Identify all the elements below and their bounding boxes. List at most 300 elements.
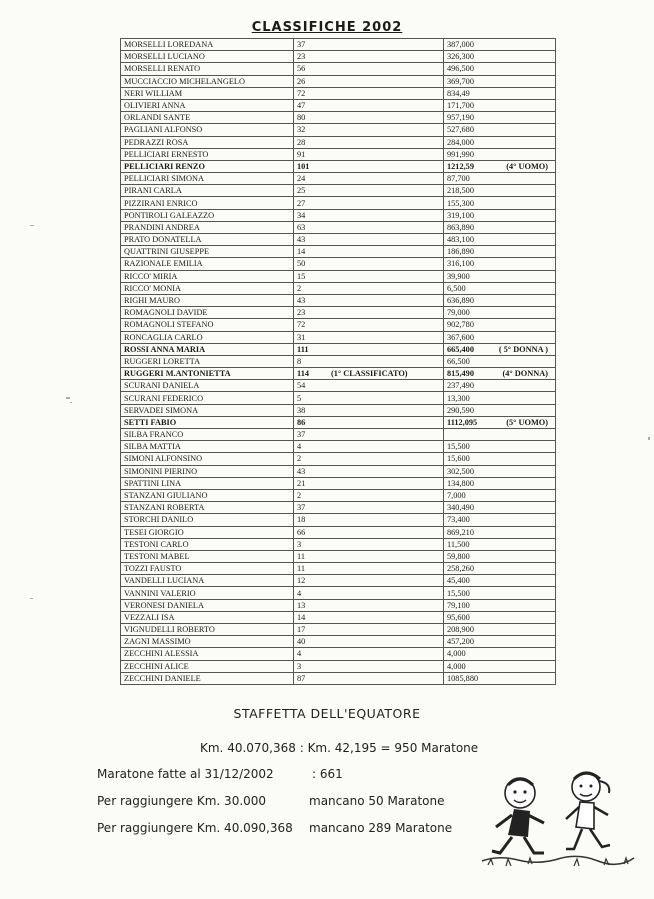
athlete-name: PELLICIARI SIMONA	[121, 173, 294, 185]
km-total	[444, 611, 556, 623]
table-row	[121, 648, 556, 660]
table-row	[121, 575, 556, 587]
km-total-value: 1212,59	[447, 161, 474, 171]
athlete-name: SETTI FABIO	[121, 416, 294, 428]
runs-count-value: 37	[297, 430, 306, 440]
km-total	[444, 148, 556, 160]
runners-drawing	[478, 765, 638, 875]
athlete-name: STANZANI GIULIANO	[121, 489, 294, 501]
km-total-value: 815,490	[447, 369, 474, 379]
runs-count	[294, 307, 444, 319]
table-row	[121, 319, 556, 331]
athlete-name: MORSELLI RENATO	[121, 63, 294, 75]
athlete-name: ROMAGNOLI DAVIDE	[121, 307, 294, 319]
runs-count	[294, 392, 444, 404]
table-row	[121, 87, 556, 99]
km-total-value: 15,500	[447, 588, 470, 598]
runs-count-value: 2	[297, 454, 302, 464]
km-total	[444, 124, 556, 136]
runs-count-value: 18	[297, 515, 306, 525]
km-total-value: 367,600	[447, 332, 474, 342]
km-total	[444, 380, 556, 392]
km-total	[444, 660, 556, 672]
athlete-name: STANZANI ROBERTA	[121, 502, 294, 514]
runs-count-value: 13	[297, 600, 306, 610]
km-total-value: 902,780	[447, 320, 474, 330]
runs-count	[294, 380, 444, 392]
runs-count-value: 72	[297, 320, 306, 330]
runs-count-value: 91	[297, 149, 306, 159]
scan-speck	[648, 437, 650, 440]
km-total	[444, 453, 556, 465]
athlete-name: SIMONINI PIERINO	[121, 465, 294, 477]
runs-count-value: 8	[297, 356, 302, 366]
km-total-value: 834,49	[447, 88, 470, 98]
runs-count-value: 101	[297, 161, 310, 171]
km-total-value: 79,100	[447, 600, 470, 610]
km-total-value: 87,700	[447, 174, 470, 184]
km-total-value: 45,400	[447, 576, 470, 586]
athlete-name: RICCO' MIRIA	[121, 270, 294, 282]
scan-speck	[70, 402, 72, 403]
table-row	[121, 112, 556, 124]
runs-count-value: 15	[297, 271, 306, 281]
table-row	[121, 477, 556, 489]
km-total-value: 95,600	[447, 612, 470, 622]
runs-count-value: 38	[297, 405, 306, 415]
athlete-name: PAGLIANI ALFONSO	[121, 124, 294, 136]
km-total	[444, 258, 556, 270]
table-row	[121, 355, 556, 367]
athlete-name: SERVADEI SIMONA	[121, 404, 294, 416]
runs-count-value: 11	[297, 564, 305, 574]
results-table	[120, 38, 556, 685]
runs-count	[294, 672, 444, 684]
table-row	[121, 502, 556, 514]
km-total-value: 869,210	[447, 527, 474, 537]
goal-30000-label: Per raggiungere Km. 30.000	[97, 794, 267, 808]
athlete-name: MUCCIACCIO MICHELANGELO	[121, 75, 294, 87]
athlete-name: NERI WILLIAM	[121, 87, 294, 99]
ranking-note: (5° UOMO)	[506, 417, 548, 427]
runs-count-value: 63	[297, 222, 306, 232]
km-total	[444, 465, 556, 477]
table-row	[121, 526, 556, 538]
runs-count-value: 87	[297, 673, 306, 683]
runs-count	[294, 343, 444, 355]
km-total	[444, 563, 556, 575]
km-total	[444, 51, 556, 63]
km-total	[444, 355, 556, 367]
runs-count-value: 28	[297, 137, 306, 147]
table-row	[121, 392, 556, 404]
table-row	[121, 39, 556, 51]
km-total	[444, 648, 556, 660]
runs-count	[294, 660, 444, 672]
runs-count	[294, 611, 444, 623]
runs-count-value: 5	[297, 393, 302, 403]
runs-count	[294, 368, 444, 380]
runs-count-value: 31	[297, 332, 306, 342]
runs-count	[294, 197, 444, 209]
km-total	[444, 526, 556, 538]
km-total	[444, 99, 556, 111]
km-total-value: 527,680	[447, 125, 474, 135]
athlete-name: TESTONI CARLO	[121, 538, 294, 550]
athlete-name: RUGGERI M.ANTONIETTA	[121, 368, 294, 380]
runs-count	[294, 160, 444, 172]
table-row	[121, 453, 556, 465]
runs-count	[294, 416, 444, 428]
athlete-name: OLIVIERI ANNA	[121, 99, 294, 111]
km-total-value: 237,490	[447, 381, 474, 391]
runs-count-value: 80	[297, 113, 306, 123]
athlete-name: ZECCHINI DANIELE	[121, 672, 294, 684]
athlete-name: MORSELLI LOREDANA	[121, 39, 294, 51]
runs-count	[294, 39, 444, 51]
runs-count	[294, 429, 444, 441]
table-row	[121, 63, 556, 75]
athlete-name: ROMAGNOLI STEFANO	[121, 319, 294, 331]
goal-equator-value: mancano 289 Maratone	[309, 821, 453, 835]
runs-count	[294, 636, 444, 648]
runs-count-value: 50	[297, 259, 306, 269]
km-total	[444, 136, 556, 148]
marathons-done-label: Maratone fatte al 31/12/2002	[97, 767, 274, 781]
runs-count	[294, 234, 444, 246]
runs-count-value: 14	[297, 612, 306, 622]
athlete-name: SPATTINI LINA	[121, 477, 294, 489]
runs-count	[294, 648, 444, 660]
athlete-name: PEDRAZZI ROSA	[121, 136, 294, 148]
km-total-value: 665,400	[447, 344, 474, 354]
runs-count	[294, 404, 444, 416]
runs-count	[294, 441, 444, 453]
table-row	[121, 51, 556, 63]
marathons-done-value: : 661	[312, 767, 343, 781]
table-row	[121, 672, 556, 684]
runs-count-value: 32	[297, 125, 306, 135]
table-row	[121, 380, 556, 392]
athlete-name: PELLICIARI ERNESTO	[121, 148, 294, 160]
athlete-name: RONCAGLIA CARLO	[121, 331, 294, 343]
km-total-value: 284,000	[447, 137, 474, 147]
km-total	[444, 75, 556, 87]
athlete-name: VEZZALI ISA	[121, 611, 294, 623]
athlete-name: ZECCHINI ALICE	[121, 660, 294, 672]
runs-count-value: 86	[297, 417, 306, 427]
km-total	[444, 63, 556, 75]
table-row	[121, 185, 556, 197]
km-total-value: 171,700	[447, 101, 474, 111]
km-total-value: 59,800	[447, 551, 470, 561]
km-total-value: 11,500	[447, 539, 470, 549]
table-row	[121, 160, 556, 172]
km-total	[444, 39, 556, 51]
runs-count	[294, 587, 444, 599]
runs-count	[294, 282, 444, 294]
runs-count	[294, 246, 444, 258]
km-total-value: 208,900	[447, 625, 474, 635]
km-total-value: 302,500	[447, 466, 474, 476]
runs-count	[294, 209, 444, 221]
runs-count-value: 43	[297, 466, 306, 476]
km-total-value: 496,500	[447, 64, 474, 74]
runs-count	[294, 148, 444, 160]
table-row	[121, 563, 556, 575]
ranking-note: (1° CLASSIFICATO)	[331, 369, 408, 379]
km-total-value: 290,590	[447, 405, 474, 415]
runs-count	[294, 538, 444, 550]
runs-count	[294, 624, 444, 636]
runs-count-value: 47	[297, 101, 306, 111]
km-total-value: 387,000	[447, 40, 474, 50]
table-row	[121, 538, 556, 550]
athlete-name: PONTIROLI GALEAZZO	[121, 209, 294, 221]
km-total	[444, 270, 556, 282]
athlete-name: SCURANI DANIELA	[121, 380, 294, 392]
km-total	[444, 624, 556, 636]
runs-count-value: 43	[297, 296, 306, 306]
page-title: CLASSIFICHE 2002	[251, 20, 403, 35]
km-total	[444, 307, 556, 319]
runs-count-value: 34	[297, 210, 306, 220]
runs-count	[294, 112, 444, 124]
runs-count	[294, 526, 444, 538]
runs-count-value: 4	[297, 442, 302, 452]
runs-count-value: 72	[297, 88, 306, 98]
athlete-name: RAZIONALE EMILIA	[121, 258, 294, 270]
table-row	[121, 489, 556, 501]
table-row	[121, 636, 556, 648]
km-total	[444, 636, 556, 648]
runs-count-value: 12	[297, 576, 306, 586]
km-total	[444, 416, 556, 428]
km-total	[444, 441, 556, 453]
runs-count-value: 3	[297, 539, 302, 549]
athlete-name: ORLANDI SANTE	[121, 112, 294, 124]
runs-count	[294, 294, 444, 306]
km-total-value: 4,000	[447, 661, 466, 671]
runs-count-value: 23	[297, 308, 306, 318]
runs-count	[294, 136, 444, 148]
runs-count-value: 26	[297, 76, 306, 86]
athlete-name: SILBA FRANCO	[121, 429, 294, 441]
runs-count	[294, 87, 444, 99]
km-total-value: 457,200	[447, 637, 474, 647]
table-row	[121, 465, 556, 477]
runs-count-value: 37	[297, 503, 306, 513]
table-row	[121, 282, 556, 294]
km-total	[444, 197, 556, 209]
runs-count	[294, 124, 444, 136]
runs-count	[294, 173, 444, 185]
km-total-value: 134,800	[447, 478, 474, 488]
runs-count-value: 43	[297, 235, 306, 245]
km-total-value: 15,600	[447, 454, 470, 464]
runs-count	[294, 63, 444, 75]
table-row	[121, 246, 556, 258]
runs-count	[294, 514, 444, 526]
athlete-name: TESEI GIORGIO	[121, 526, 294, 538]
km-total	[444, 502, 556, 514]
km-total	[444, 331, 556, 343]
ranking-note: ( 5° DONNA )	[498, 344, 548, 354]
runs-count	[294, 502, 444, 514]
km-total	[444, 599, 556, 611]
km-total	[444, 87, 556, 99]
km-total-value: 7,000	[447, 491, 466, 501]
athlete-name: RUGGERI LORETTA	[121, 355, 294, 367]
km-total-value: 39,900	[447, 271, 470, 281]
scan-speck	[30, 598, 33, 599]
runs-count-value: 3	[297, 661, 302, 671]
runs-count-value: 17	[297, 625, 306, 635]
relay-subtitle: STAFFETTA DELL'EQUATORE	[233, 706, 421, 721]
athlete-name: PRANDINI ANDREA	[121, 221, 294, 233]
km-total	[444, 538, 556, 550]
runs-count-value: 11	[297, 551, 305, 561]
table-row	[121, 429, 556, 441]
table-row	[121, 124, 556, 136]
athlete-name: ROSSI ANNA MARIA	[121, 343, 294, 355]
runs-count-value: 40	[297, 637, 306, 647]
athlete-name: STORCHI DANILO	[121, 514, 294, 526]
runs-count	[294, 599, 444, 611]
runs-count-value: 56	[297, 64, 306, 74]
runs-count-value: 24	[297, 174, 306, 184]
km-total	[444, 429, 556, 441]
runs-count-value: 25	[297, 186, 306, 196]
runs-count	[294, 75, 444, 87]
table-row	[121, 136, 556, 148]
table-row	[121, 148, 556, 160]
km-total-value: 340,490	[447, 503, 474, 513]
km-total	[444, 343, 556, 355]
table-row	[121, 307, 556, 319]
km-total-value: 66,500	[447, 356, 470, 366]
table-row	[121, 294, 556, 306]
km-total	[444, 185, 556, 197]
runs-count	[294, 51, 444, 63]
runs-count	[294, 563, 444, 575]
table-row	[121, 441, 556, 453]
km-total-value: 369,700	[447, 76, 474, 86]
km-total-value: 863,890	[447, 222, 474, 232]
runs-count	[294, 99, 444, 111]
table-row	[121, 75, 556, 87]
runs-count-value: 114	[297, 369, 309, 379]
table-row	[121, 611, 556, 623]
km-total-value: 6,500	[447, 283, 466, 293]
table-row	[121, 514, 556, 526]
runs-count	[294, 575, 444, 587]
athlete-name: PIRANI CARLA	[121, 185, 294, 197]
goal-equator-label: Per raggiungere Km. 40.090,368	[97, 821, 293, 835]
km-total-value: 79,000	[447, 308, 470, 318]
km-total	[444, 368, 556, 380]
athlete-name: VANDELLI LUCIANA	[121, 575, 294, 587]
km-total	[444, 550, 556, 562]
km-total-value: 155,300	[447, 198, 474, 208]
athlete-name: PELLICIARI RENZO	[121, 160, 294, 172]
km-total-value: 73,400	[447, 515, 470, 525]
athlete-name: PIZZIRANI ENRICO	[121, 197, 294, 209]
km-total-value: 186,890	[447, 247, 474, 257]
table-row	[121, 270, 556, 282]
table-row	[121, 404, 556, 416]
table-row	[121, 416, 556, 428]
table-row	[121, 587, 556, 599]
km-total	[444, 477, 556, 489]
km-total-value: 326,300	[447, 52, 474, 62]
athlete-name: SILBA MATTIA	[121, 441, 294, 453]
table-row	[121, 173, 556, 185]
runs-count-value: 21	[297, 478, 306, 488]
athlete-name: VIGNUDELLI ROBERTO	[121, 624, 294, 636]
km-total-value: 957,190	[447, 113, 474, 123]
runs-count-value: 4	[297, 649, 302, 659]
athlete-name: VANNINI VALERIO	[121, 587, 294, 599]
km-total-value: 1085,880	[447, 673, 479, 683]
km-total	[444, 173, 556, 185]
scan-speck	[66, 397, 70, 399]
km-total	[444, 319, 556, 331]
table-row	[121, 550, 556, 562]
table-row	[121, 599, 556, 611]
runs-count-value: 37	[297, 40, 306, 50]
runs-count	[294, 355, 444, 367]
table-row	[121, 258, 556, 270]
table-row	[121, 209, 556, 221]
table-row	[121, 343, 556, 355]
km-total	[444, 160, 556, 172]
km-total	[444, 672, 556, 684]
runs-count-value: 14	[297, 247, 306, 257]
table-row	[121, 331, 556, 343]
km-total	[444, 489, 556, 501]
km-total	[444, 112, 556, 124]
km-total-value: 319,100	[447, 210, 474, 220]
km-total-value: 13,300	[447, 393, 470, 403]
athlete-name: SCURANI FEDERICO	[121, 392, 294, 404]
athlete-name: ZECCHINI ALESSIA	[121, 648, 294, 660]
km-total-value: 1112,095	[447, 417, 478, 427]
runs-count	[294, 477, 444, 489]
runs-count-value: 4	[297, 588, 302, 598]
marathon-equation: Km. 40.070,368 : Km. 42,195 = 950 Maratone	[200, 741, 479, 755]
km-total	[444, 282, 556, 294]
goal-30000-value: mancano 50 Maratone	[309, 794, 445, 808]
table-row	[121, 197, 556, 209]
km-total	[444, 294, 556, 306]
km-total	[444, 234, 556, 246]
runs-count-value: 2	[297, 491, 302, 501]
km-total-value: 258,260	[447, 564, 474, 574]
athlete-name: PRATO DONATELLA	[121, 234, 294, 246]
km-total-value: 991,990	[447, 149, 474, 159]
km-total	[444, 404, 556, 416]
runs-count	[294, 331, 444, 343]
km-total-value: 316,100	[447, 259, 474, 269]
athlete-name: TESTONI MABEL	[121, 550, 294, 562]
table-row	[121, 221, 556, 233]
athlete-name: RIGHI MAURO	[121, 294, 294, 306]
runs-count-value: 111	[297, 344, 309, 354]
km-total-value: 15,500	[447, 442, 470, 452]
km-total-value: 218,500	[447, 186, 474, 196]
runs-count	[294, 185, 444, 197]
